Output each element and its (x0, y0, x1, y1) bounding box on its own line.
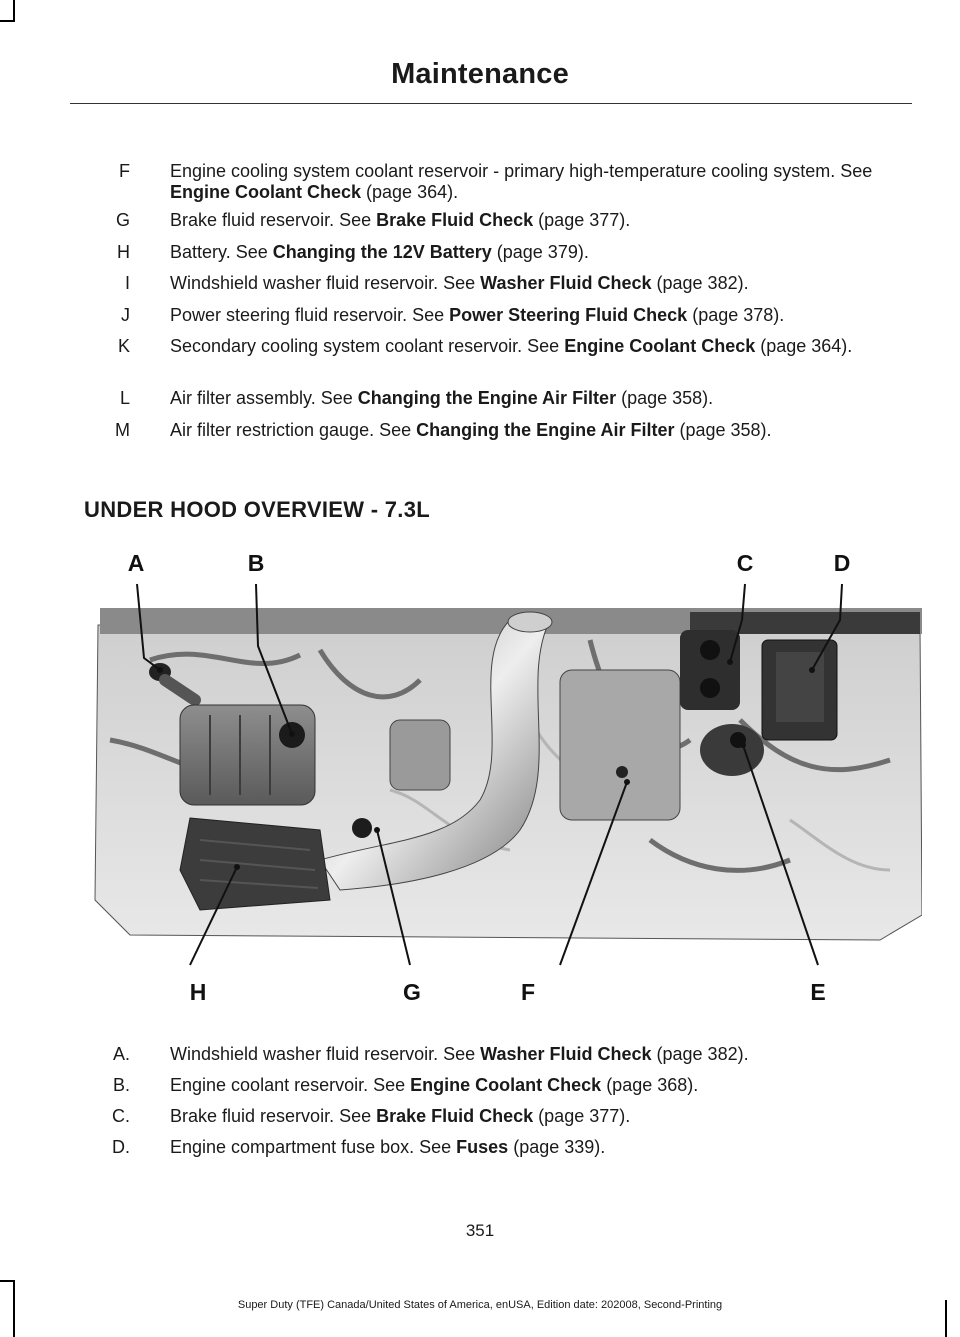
list-key: I (124, 273, 130, 293)
section-heading: UNDER HOOD OVERVIEW - 7.3L (84, 497, 430, 522)
crop-mark-bottom-left-h (0, 1280, 15, 1282)
callout-a: A (127, 550, 145, 576)
cross-reference-link[interactable]: Power Steering Fluid Check (449, 305, 688, 325)
list-key: D. (112, 1137, 130, 1157)
list-key: A. (112, 1044, 130, 1064)
cross-reference-link[interactable]: Changing the 12V Battery (272, 242, 492, 262)
list-key: L (119, 388, 130, 408)
crop-mark-top-left-h (0, 20, 15, 22)
list-text: Engine compartment fuse box. See Fuses (page 339). (170, 1137, 606, 1157)
list-text: Secondary cooling system coolant reservoir. See Engine Coolant Check (page 364). (170, 336, 853, 356)
list-text: Air filter assembly. See Changing the Engine Air Filter (page 358). (170, 388, 714, 408)
list-text: Battery. See Changing the 12V Battery (page 379). (170, 242, 589, 262)
list-text: Power steering fluid reservoir. See Power Steering Fluid Check (page 378). (170, 305, 785, 325)
list-text: Brake fluid reservoir. See Brake Fluid Check (page 377). (170, 1106, 631, 1126)
list-text: Windshield washer fluid reservoir. See Washer Fluid Check (page 382). (170, 1044, 749, 1064)
cross-reference-link[interactable]: Fuses (456, 1137, 509, 1157)
cross-reference-link[interactable]: Brake Fluid Check (376, 210, 534, 230)
list-key: B. (112, 1075, 130, 1095)
list-text: Air filter restriction gauge. See Changing the Engine Air Filter (page 358). (170, 420, 772, 440)
brake-fluid-cap (352, 818, 372, 838)
cross-reference-link[interactable]: Engine Coolant Check (170, 182, 362, 202)
cross-reference-link[interactable]: Brake Fluid Check (376, 1106, 534, 1126)
cross-reference-link[interactable]: Changing the Engine Air Filter (357, 388, 617, 408)
cross-reference-link[interactable]: Engine Coolant Check (410, 1075, 602, 1095)
coolant-reservoir (180, 705, 315, 805)
list-text: Engine coolant reservoir. See Engine Coolant Check (page 368). (170, 1075, 699, 1095)
list-key: M (115, 420, 130, 440)
page-number: 351 (465, 1221, 495, 1240)
callout-b: B (247, 550, 265, 576)
list-text: Brake fluid reservoir. See Brake Fluid Check (page 377). (170, 210, 631, 230)
list-key: F (119, 161, 130, 181)
cross-reference-link[interactable]: Engine Coolant Check (564, 336, 756, 356)
callout-h: H (189, 979, 207, 1005)
coolant-reservoir-f-cap (616, 766, 628, 778)
callout-c: C (736, 550, 754, 576)
engine-bay-illustration (90, 540, 922, 1010)
list-text: Engine cooling system coolant reservoir - primary high-temperature cooling system. See Engine Coolant Check (page 364). (170, 161, 873, 202)
list-key: J (121, 305, 130, 325)
list-key: K (117, 336, 130, 356)
page-title: Maintenance (391, 58, 569, 90)
callout-f: F (520, 979, 536, 1005)
callout-e: E (810, 979, 826, 1005)
callout-d: D (833, 550, 851, 576)
crop-mark-top-left-v (13, 0, 15, 22)
cross-reference-link[interactable]: Changing the Engine Air Filter (416, 420, 675, 440)
header-divider (70, 103, 912, 104)
list-text: Windshield washer fluid reservoir. See Washer Fluid Check (page 382). (170, 273, 749, 293)
list-key: G (115, 210, 130, 230)
cross-reference-link[interactable]: Washer Fluid Check (480, 273, 652, 293)
engine-block (560, 670, 680, 820)
footer-text: Super Duty (TFE) Canada/United States of America, enUSA, Edition date: 202008, Second-Printing (237, 1299, 723, 1311)
list-key: C. (112, 1106, 130, 1126)
list-key: H (117, 242, 130, 262)
primary-coolant-reservoir (700, 724, 764, 776)
cross-reference-link[interactable]: Washer Fluid Check (480, 1044, 652, 1064)
callout-g: G (403, 979, 421, 1005)
